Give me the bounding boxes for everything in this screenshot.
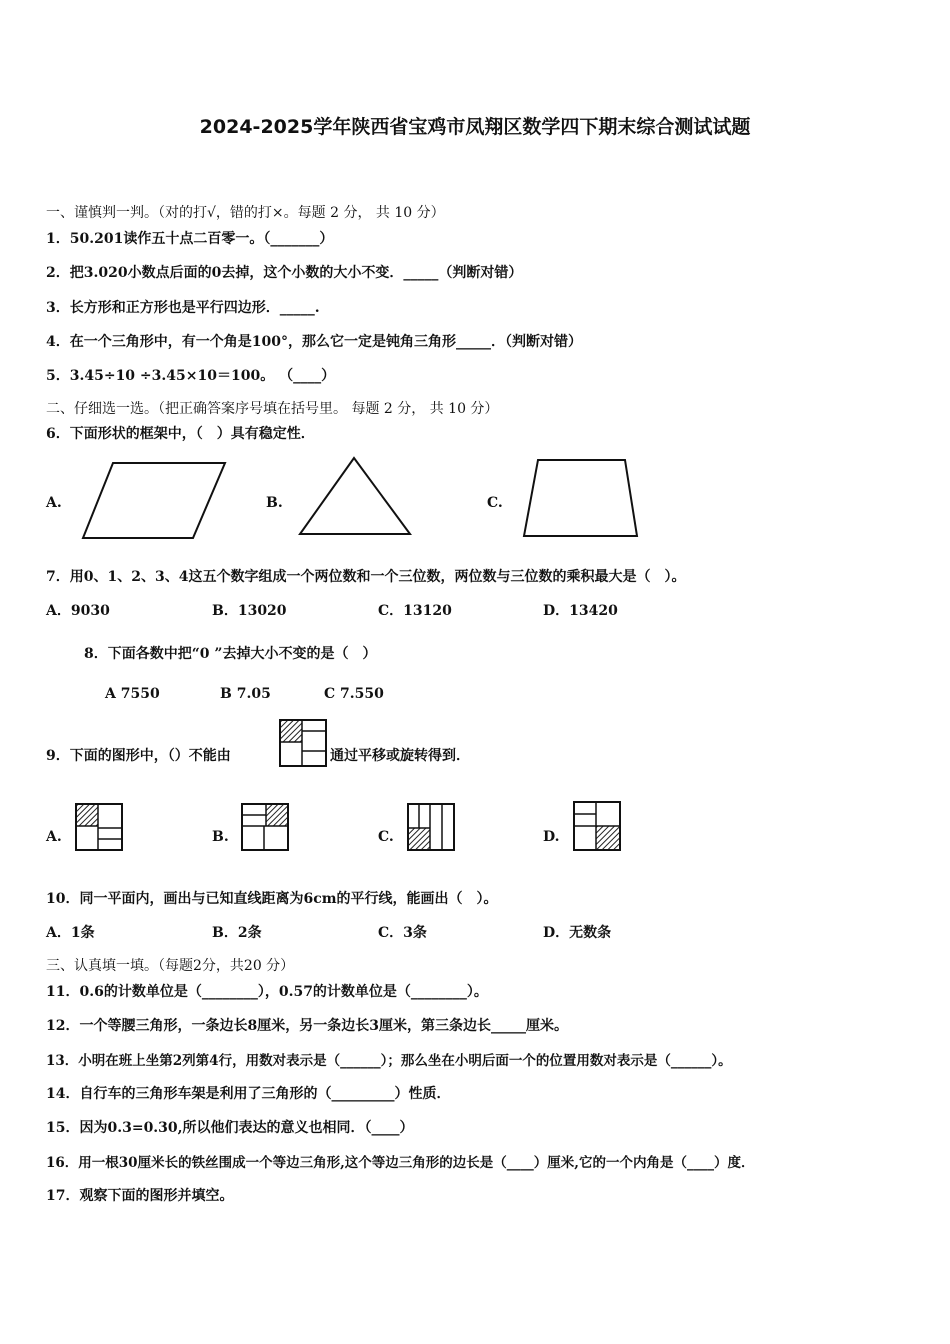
parallelogram-figure: [80, 460, 230, 542]
q6-option-a-label: A.: [46, 495, 62, 511]
question-9-prefix: 9．下面的图形中，（）不能由: [46, 748, 231, 764]
q10-option-d: D．无数条: [543, 925, 612, 941]
q6-option-b-label: B.: [266, 495, 283, 511]
q10-option-b: B．2条: [212, 925, 262, 941]
q9-option-c-figure: [406, 802, 456, 852]
q9-option-b-label: B.: [212, 829, 229, 845]
q7-option-b: B．13020: [212, 603, 287, 619]
q9-option-a-label: A.: [46, 829, 62, 845]
section3-heading: 三、认真填一填。（每题2分，共20 分）: [46, 958, 295, 974]
question-11: 11．0.6的计数单位是（________），0.57的计数单位是（________）。: [46, 984, 488, 1000]
question-6: 6．下面形状的框架中，（ ）具有稳定性．: [46, 426, 315, 442]
q9-option-a-figure: [74, 802, 124, 852]
question-1: 1．50.201读作五十点二百零一。（_______）: [46, 231, 334, 247]
question-15: 15．因为0.3=0.30,所以他们表达的意义也相同．（____）: [46, 1120, 414, 1136]
q10-option-c: C．3条: [378, 925, 427, 941]
question-12: 12．一个等腰三角形，一条边长8厘米，另一条边长3厘米，第三条边长_____厘米。: [46, 1018, 568, 1034]
trapezoid-figure: [521, 457, 641, 539]
q7-option-d: D．13420: [543, 603, 618, 619]
question-3: 3．长方形和正方形也是平行四边形．_____.: [46, 300, 320, 316]
question-7: 7．用0、1、2、3、4这五个数字组成一个两位数和一个三位数，两位数与三位数的乘积最大是（ ）。: [46, 569, 686, 585]
q9-option-c-label: C.: [378, 829, 394, 845]
question-14: 14．自行车的三角形车架是利用了三角形的（_________）性质．: [46, 1086, 451, 1102]
q7-option-c: C．13120: [378, 603, 452, 619]
triangle-figure: [298, 455, 414, 537]
question-8: 8．下面各数中把“0 ”去掉大小不变的是（ ）: [84, 646, 377, 662]
question-9-suffix: 通过平移或旋转得到．: [330, 748, 470, 764]
section1-heading: 一、谨慎判一判。（对的打√，错的打×。每题 2 分， 共 10 分）: [46, 205, 445, 221]
question-2: 2．把3.020小数点后面的0去掉，这个小数的大小不变．_____（判断对错）: [46, 265, 523, 281]
question-10: 10．同一平面内，画出与已知直线距离为6cm的平行线，能画出（ ）。: [46, 891, 498, 907]
q10-option-a: A．1条: [46, 925, 95, 941]
q8-option-b: B 7.05: [220, 686, 271, 702]
q9-option-b-figure: [240, 802, 290, 852]
question-5: 5．3.45÷10 ÷3.45×10＝100。 （____）: [46, 368, 336, 384]
q7-option-a: A．9030: [46, 603, 110, 619]
q8-option-a: A 7550: [105, 686, 160, 702]
question-4: 4．在一个三角形中，有一个角是100°，那么它一定是钝角三角形_____．（判断对错）: [46, 334, 582, 350]
page-title: 2024-2025学年陕西省宝鸡市凤翔区数学四下期末综合测试试题: [199, 116, 751, 138]
q9-reference-figure: [278, 718, 328, 768]
question-13: 13．小明在班上坐第2列第4行，用数对表示是（______）；那么坐在小明后面一个的位置用数对表示是（______）。: [46, 1053, 732, 1069]
question-17: 17．观察下面的图形并填空。: [46, 1188, 234, 1204]
section2-heading: 二、仔细选一选。（把正确答案序号填在括号里。 每题 2 分， 共 10 分）: [46, 401, 499, 417]
q9-option-d-figure: [572, 800, 622, 852]
q8-option-c: C 7.550: [324, 686, 384, 702]
question-16: 16．用一根30厘米长的铁丝围成一个等边三角形,这个等边三角形的边长是（____）厘米,它的一个内角是（____）度．: [46, 1155, 755, 1171]
q6-option-c-label: C.: [487, 495, 503, 511]
q9-option-d-label: D.: [543, 829, 560, 845]
